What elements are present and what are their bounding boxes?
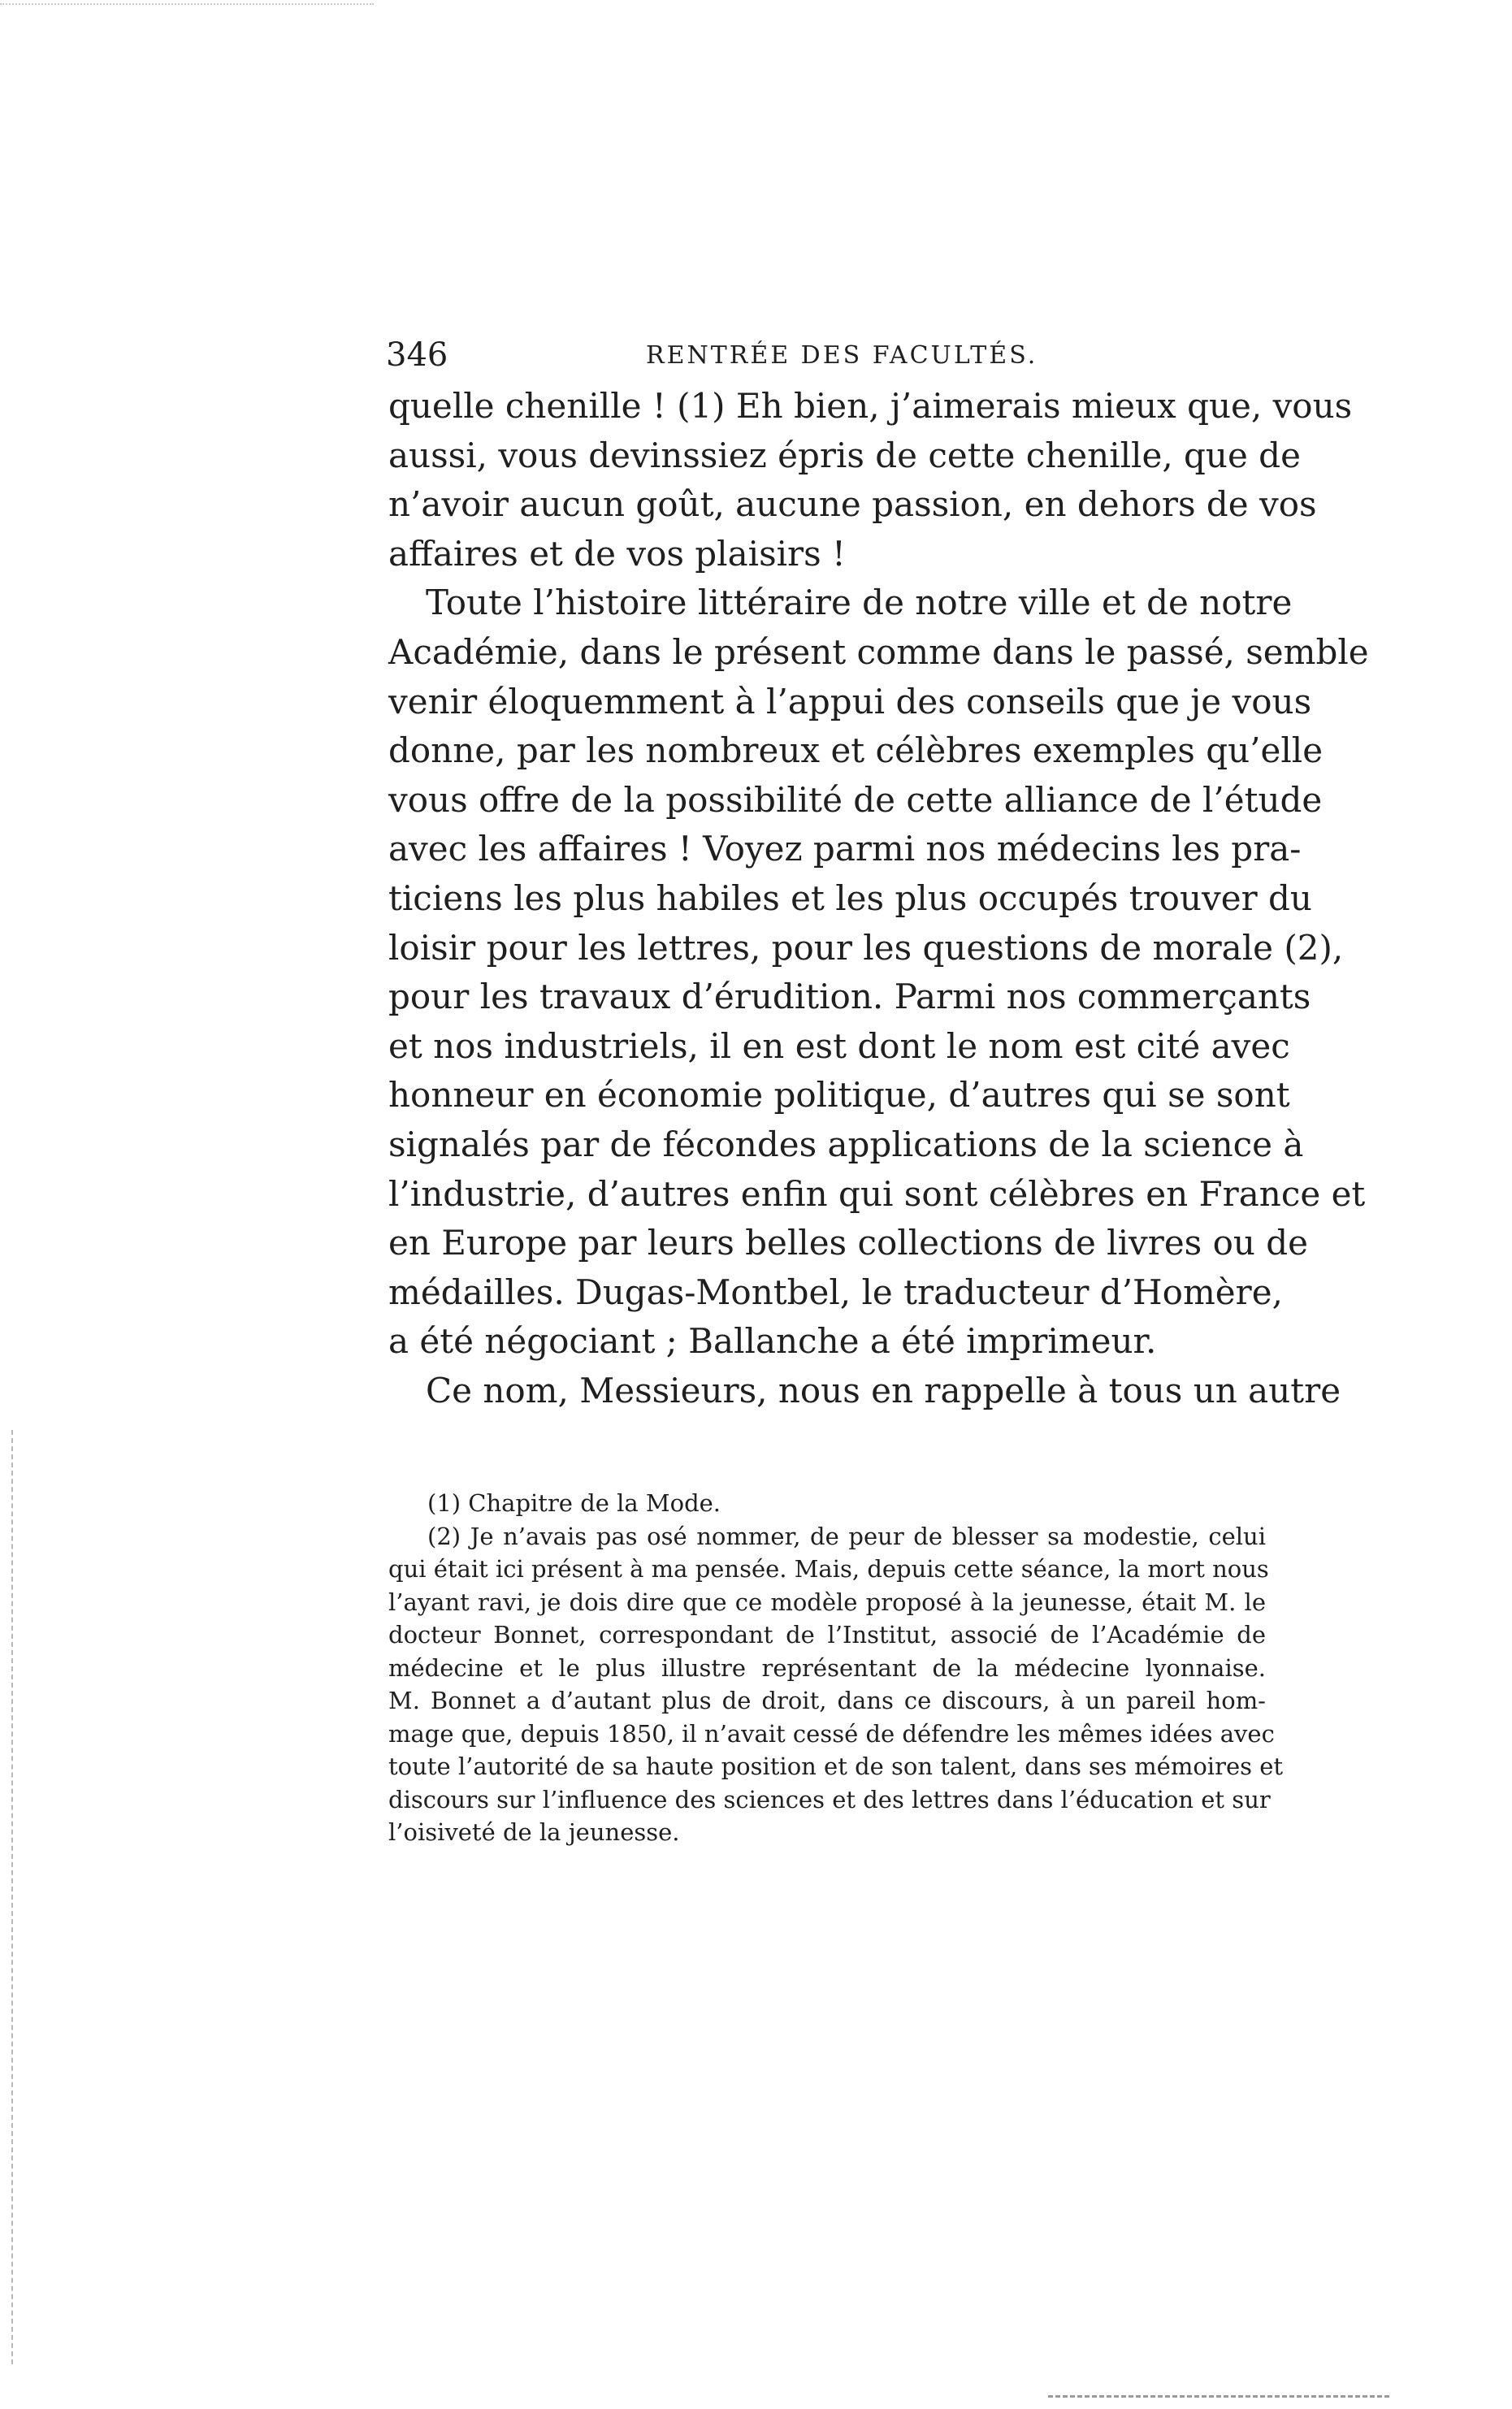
footnote-line: (1) Chapitre de la Mode. xyxy=(427,1489,721,1517)
body-line: aussi, vous devinssiez épris de cette chenille, que de xyxy=(388,435,1301,475)
body-line: signalés par de fécondes applications de la science à xyxy=(388,1124,1304,1164)
footnotes xyxy=(388,1487,1284,1849)
footnote-line: toute l’autorité de sa haute position et de son talent, dans ses mémoires et xyxy=(388,1753,1284,1780)
footnote-line: discours sur l’influence des sciences et des lettres dans l’éducation et sur xyxy=(388,1785,1271,1813)
body-line: a été négociant ; Ballanche a été imprimeur. xyxy=(388,1321,1157,1362)
running-head xyxy=(386,335,1263,375)
body-line: l’industrie, d’autres enfin qui sont célèbres en France et xyxy=(388,1173,1366,1214)
body-line: ticiens les plus habiles et les plus occupés trouver du xyxy=(388,877,1312,918)
body-line: affaires et de vos plaisirs ! xyxy=(388,533,846,574)
body-line: Ce nom, Messieurs, nous en rappelle à tous un autre xyxy=(426,1370,1341,1410)
body-line: avec les affaires ! Voyez parmi nos médecins les pra- xyxy=(388,829,1302,869)
body-line: pour les travaux d’érudition. Parmi nos commerçants xyxy=(388,977,1311,1017)
footnote-line: docteur Bonnet, correspondant de l’Institut, associé de l’Académie de xyxy=(388,1621,1266,1649)
body-line: Académie, dans le présent comme dans le passé, semble xyxy=(388,631,1369,672)
page-number: 346 xyxy=(386,336,448,374)
footnote-line: l’ayant ravi, je dois dire que ce modèle proposé à la jeunesse, était M. le xyxy=(388,1588,1266,1616)
footnote-line: M. Bonnet a d’autant plus de droit, dans ce discours, à un pareil hom- xyxy=(388,1687,1266,1714)
scan-edge-marks-top xyxy=(0,3,374,6)
body-line: loisir pour les lettres, pour les questions de morale (2), xyxy=(388,927,1344,968)
body-line: quelle chenille ! (1) Eh bien, j’aimerais mieux que, vous xyxy=(388,386,1353,426)
body-line: donne, par les nombreux et célèbres exemples qu’elle xyxy=(388,730,1324,771)
body-line: venir éloquemment à l’appui des conseils que je vous xyxy=(388,681,1312,721)
body-line: n’avoir aucun goût, aucune passion, en dehors de vos xyxy=(388,484,1317,525)
body-line: honneur en économie politique, d’autres qui se sont xyxy=(388,1075,1290,1116)
footnote-line: qui était ici présent à ma pensée. Mais, depuis cette séance, la mort nous xyxy=(388,1555,1269,1583)
body-line: Toute l’histoire littéraire de notre ville et de notre xyxy=(426,583,1293,623)
scan-edge-marks-bottom xyxy=(1048,2395,1389,2399)
body-text xyxy=(388,382,1369,1415)
body-line: médailles. Dugas-Montbel, le traducteur d’Homère, xyxy=(388,1272,1283,1312)
footnote-line: (2) Je n’avais pas osé nommer, de peur de blesser sa modestie, celui xyxy=(427,1522,1266,1550)
footnote-line: médecine et le plus illustre représentant de la médecine lyonnaise. xyxy=(388,1653,1266,1682)
body-line: et nos industriels, il en est dont le nom est cité avec xyxy=(388,1025,1290,1066)
body-line: en Europe par leurs belles collections de livres ou de xyxy=(388,1223,1309,1263)
footnote-line: l’oisiveté de la jeunesse. xyxy=(388,1818,680,1846)
scan-edge-marks-left xyxy=(11,1430,13,2364)
footnote-line: mage que, depuis 1850, il n’avait cessé de défendre les mêmes idées avec xyxy=(388,1719,1275,1748)
body-line: vous offre de la possibilité de cette alliance de l’étude xyxy=(388,779,1323,820)
running-head-title: RENTRÉE DES FACULTÉS. xyxy=(646,341,1038,370)
